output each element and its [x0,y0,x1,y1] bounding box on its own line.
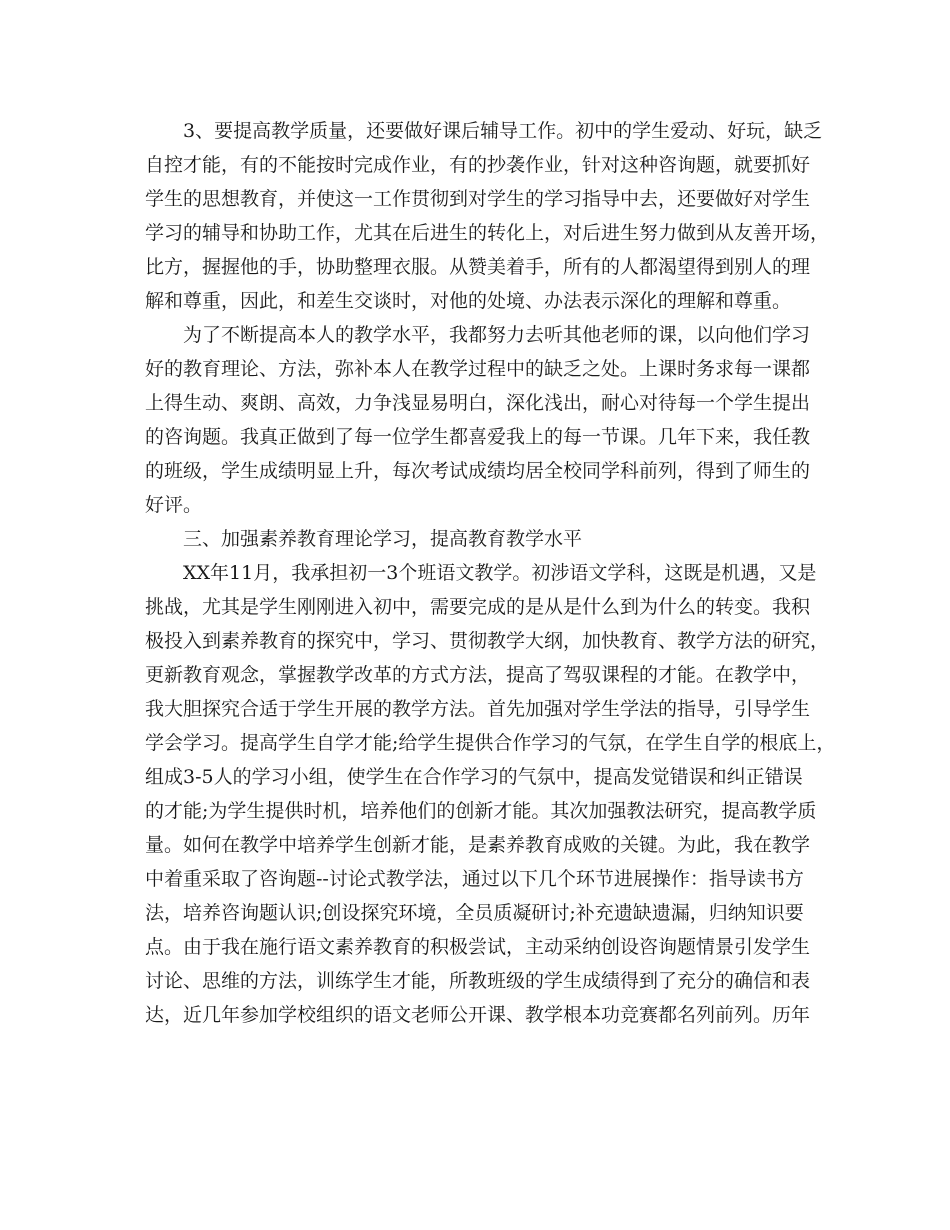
text-line: 为了不断提高本人的教学水平，我都努力去听其他老师的课，以向他们学习 [183,324,811,346]
text-line: 比方，握握他的手，协助整理衣服。从赞美着手，所有的人都渴望得到别人的理 [145,256,811,278]
text-line: 量。如何在教学中培养学生创新才能，是素养教育成败的关键。为此，我在教学 [145,834,811,856]
text-line: 3、要提高教学质量，还要做好课后辅导工作。初中的学生爱动、好玩，缺乏 [183,120,823,142]
text-line: 的才能;为学生提供时机，培养他们的创新才能。其次加强教法研究，提高教学质 [145,800,817,822]
text-line: 解和尊重，因此，和差生交谈时，对他的处境、办法表示深化的理解和尊重。 [145,290,792,312]
text-line: 中着重采取了咨询题--讨论式教学法，通过以下几个环节进展操作：指导读书方 [145,868,804,890]
text-line: 的咨询题。我真正做到了每一位学生都喜爱我上的每一节课。几年下来，我任教 [145,426,811,448]
text-line: 达，近几年参加学校组织的语文老师公开课、教学根本功竞赛都名列前列。历年 [145,1004,811,1026]
text-line: 组成3-5人的学习小组，使学生在合作学习的气氛中，提高发觉错误和纠正错误 [145,766,803,788]
text-line: 法，培养咨询题认识;创设探究环境，全员质凝研讨;补充遗缺遗漏，归纳知识要 [145,902,804,924]
section-heading [145,522,805,556]
text-line: 上得生动、爽朗、高效，力争浅显易明白，深化浅出，耐心对待每一个学生提出 [145,392,811,414]
text-line: 好评。 [145,494,203,516]
text-line: 学生的思想教育，并使这一工作贯彻到对学生的学习指导中去，还要做好对学生 [145,188,811,210]
paragraph-2 [145,318,811,522]
text-line: 学会学习。提高学生自学才能;给学生提供合作学习的气氛，在学生自学的根底上， [145,732,836,754]
text-line: 更新教育观念，掌握教学改革的方式方法，提高了驾驭课程的才能。在教学中， [145,664,811,686]
text-line: 学习的辅导和协助工作，尤其在后进生的转化上，对后进生努力做到从友善开场， [145,222,830,244]
paragraph-3 [145,556,836,1032]
text-line: 挑战，尤其是学生刚刚进入初中，需要完成的是从是什么到为什么的转变。我积 [145,596,811,618]
text-line: 好的教育理论、方法，弥补本人在教学过程中的缺乏之处。上课时务求每一课都 [145,358,811,380]
text-line: XX年11月，我承担初一3个班语文教学。初涉语文学科，这既是机遇，又是 [183,562,817,584]
text-line: 的班级，学生成绩明显上升，每次考试成绩均居全校同学科前列，得到了师生的 [145,460,811,482]
text-line: 极投入到素养教育的探究中，学习、贯彻教学大纲，加快教育、教学方法的研究， [145,630,830,652]
section-heading-text: 三、加强素养教育理论学习，提高教育教学水平 [183,528,583,550]
text-line: 点。由于我在施行语文素养教育的积极尝试，主动采纳创设咨询题情景引发学生 [145,936,811,958]
document-body [145,114,836,1032]
paragraph-1 [145,114,830,318]
text-line: 自控才能，有的不能按时完成作业，有的抄袭作业，针对这种咨询题，就要抓好 [145,154,811,176]
text-line: 我大胆探究合适于学生开展的教学方法。首先加强对学生学法的指导，引导学生 [145,698,811,720]
text-line: 讨论、思维的方法，训练学生才能，所教班级的学生成绩得到了充分的确信和表 [145,970,811,992]
